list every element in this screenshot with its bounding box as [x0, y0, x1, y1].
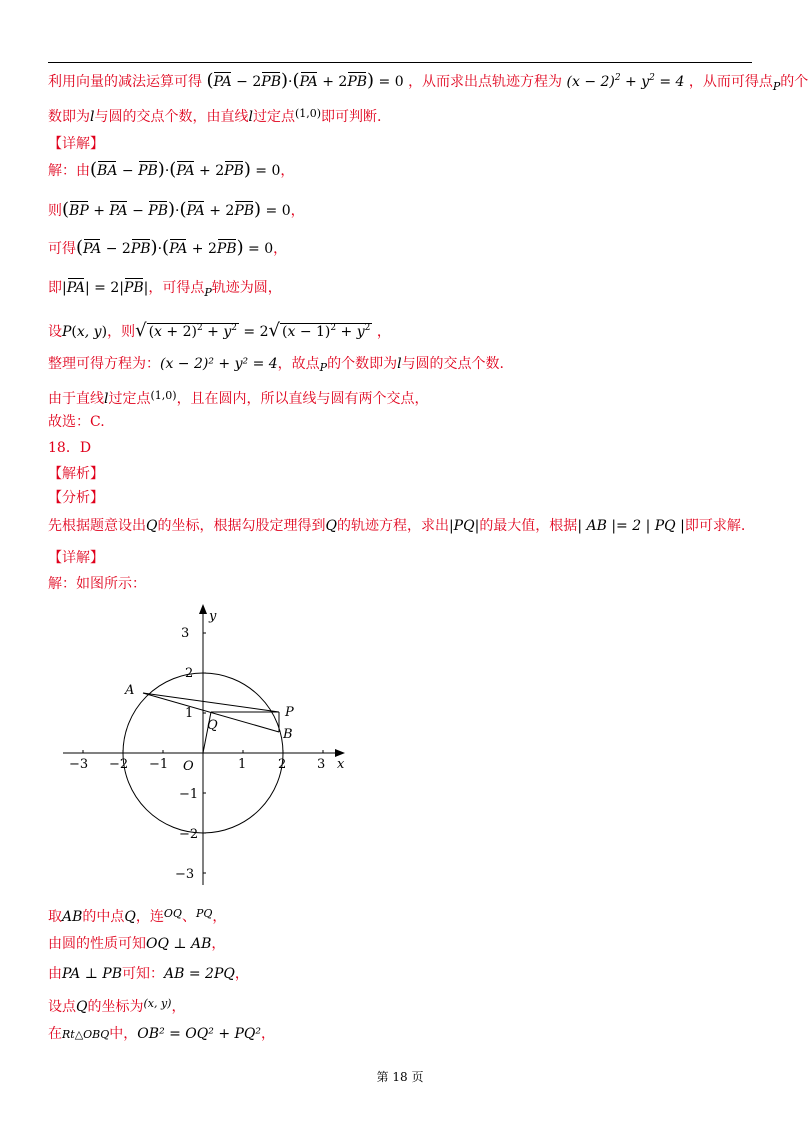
- x-tick-label: −3: [69, 757, 89, 772]
- detail-tag-17: 【详解】: [48, 136, 104, 152]
- y-axis-arrow: [199, 604, 207, 614]
- step-t3: 由PA ⊥ PB可知：AB = 2PQ，: [48, 966, 249, 982]
- coordinate-figure: [55, 598, 355, 893]
- step-8: 故选：C.: [48, 414, 105, 430]
- x-axis-arrow: [335, 749, 345, 757]
- x-axis-label: x: [337, 757, 345, 772]
- hint-line-1: 利用向量的减法运算可得 (PA − 2PB)·(PA + 2PB) = 0 ，从而求出点轨迹方程为 $(x - 2)^2 + y^2 = 4$ ，从而可得点$_P$的个: [48, 70, 808, 93]
- step-4: 即|PA| = 2|PB|，可得点$_P$轨迹为圆，: [48, 280, 282, 299]
- step-3: 可得(PA − 2PB)·(PA + 2PB) = 0，: [48, 237, 288, 258]
- x-tick-label: −2: [109, 757, 129, 772]
- y-tick-label: −2: [179, 827, 199, 842]
- hint-line-2: 数即为l与圆的交点个数，由直线l过定点$^{(1,0)}$即可判断.: [48, 107, 382, 125]
- point-A-label: A: [125, 683, 135, 698]
- step-2: 则(BP + PA − PB)·(PA + 2PB) = 0，: [48, 199, 305, 220]
- x-tick-label: −1: [149, 757, 169, 772]
- y-ticks: [175, 626, 206, 882]
- analysis-tag-18: 【分析】: [48, 490, 104, 506]
- header-rule: [48, 62, 752, 63]
- y-tick-label: 1: [185, 706, 194, 721]
- y-tick-label: −3: [175, 867, 195, 882]
- detail-tag-18: 【详解】: [48, 550, 104, 566]
- x-tick-label: 1: [238, 757, 247, 772]
- hint-text-2: ，从而求出点轨迹方程为: [408, 74, 563, 90]
- step-1: 解：由(BA − PB)·(PA + 2PB) = 0，: [48, 159, 295, 180]
- y-tick-label: −1: [179, 787, 199, 802]
- step-t2: 由圆的性质可知OQ ⊥ AB，: [48, 936, 226, 952]
- point-P-label: P: [285, 705, 294, 720]
- question-18-number: 18．D: [48, 440, 92, 456]
- y-tick-label: 3: [181, 626, 190, 641]
- page-footer: 第 18 页: [376, 1070, 424, 1084]
- point-B-label: B: [283, 727, 293, 742]
- step-6: 整理可得方程为：(x − 2)² + y² = 4，故点$_P$的个数即为l与圆的交点个数.: [48, 356, 505, 374]
- point-Q-label: Q: [207, 718, 218, 733]
- detail-intro: 解：如图所示：: [48, 576, 146, 592]
- parse-tag-18: 【解析】: [48, 466, 104, 482]
- y-axis-label: y: [209, 609, 217, 624]
- analysis-text: 先根据题意设出Q的坐标，根据勾股定理得到Q的轨迹方程，求出|PQ|的最大值，根据| AB |= 2 | PQ |即可求解.: [48, 518, 746, 534]
- x-tick-label: 3: [317, 757, 326, 772]
- hint-text-3: ，从而可得点: [688, 74, 773, 90]
- step-5: 设P(x, y)，则√ $(x + 2)^2 + y^2 = 2√$ $(x - 1)^2 + y^2$ ，: [48, 320, 391, 341]
- step-t4: 设点Q的坐标为$^{(x, y)}$，: [48, 997, 186, 1015]
- step-t1: 取AB的中点Q，连$^{OQ}$、$^{PQ}$，: [48, 907, 227, 925]
- step-t5: 在Rt△OBQ中，OB² = OQ² + PQ²，: [48, 1026, 276, 1042]
- step-7: 由于直线l过定点$^{(1,0)}$，且在圆内，所以直线与圆有两个交点，: [48, 389, 429, 407]
- origin-label: O: [183, 759, 194, 774]
- hint-text: 利用向量的减法运算可得: [48, 74, 202, 90]
- y-tick-label: 2: [185, 666, 194, 681]
- x-tick-label: 2: [278, 757, 287, 772]
